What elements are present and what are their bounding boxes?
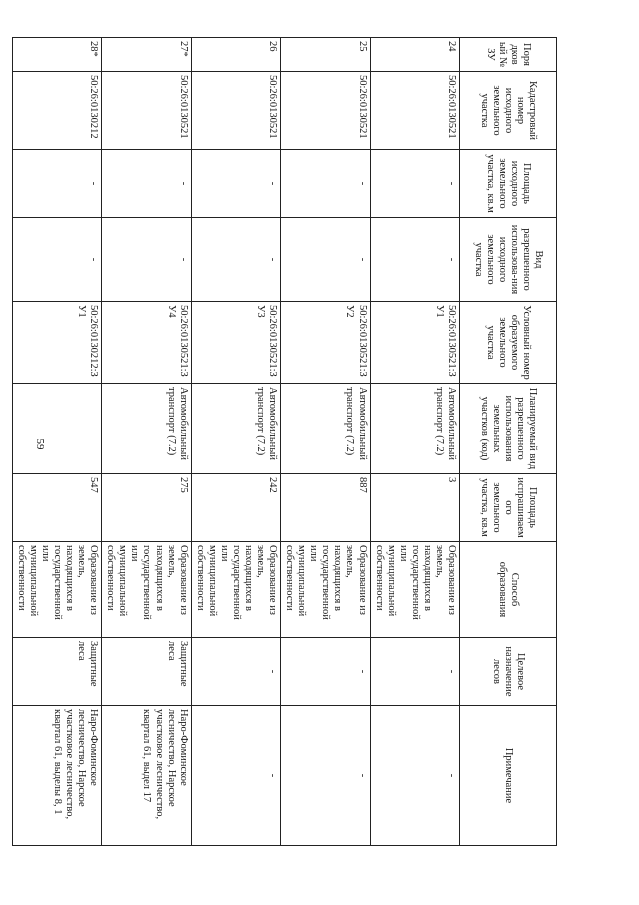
cell-plan: Автомобильный транспорт (7.2) [191,384,280,474]
cell-spos: Образование из земель, находящихся в государственной или муниципальной собственности [102,542,191,638]
cell-vid: - [281,218,370,302]
cell-num: 25 [281,38,370,72]
cell-cel: - [191,638,280,706]
header-row [460,38,557,846]
cell-kad: 50:26:0130521 [281,72,370,150]
cell-kad: 50:26:0130521 [370,72,459,150]
table-row [281,38,370,846]
header-usl: Условный номер образуемого земельного участка [460,302,557,384]
table-row [370,38,459,846]
cell-prim: - [191,706,280,846]
cell-prim: Наро-Фоминское лесничество, Нарское участковое лесничество, квартал 61, выдел 17 [102,706,191,846]
header-cel: Целевое назначение лесов [460,638,557,706]
cell-prim: - [281,706,370,846]
header-parea: Площадь испрашиваемого земельного участка, кв.м [460,474,557,542]
cell-usl: 50:26:0130521:ЗУ4 [102,302,191,384]
cell-num: 28* [12,38,101,72]
cell-spos: Образование из земель, находящихся в государственной или муниципальной собственности [12,542,101,638]
cell-vid: - [12,218,101,302]
cell-prim: Наро-Фоминское лесничество, Нарское участковое лесничество, квартал 61, выделы 8, 1 [12,706,101,846]
header-num: Порядковый № ЗУ [460,38,557,72]
cell-parea: 275 [102,474,191,542]
cell-plan: Автомобильный транспорт (7.2) [370,384,459,474]
cell-parea: 547 [12,474,101,542]
cell-plan: Автомобильный транспорт (7.2) [102,384,191,474]
header-kad: Кадастровый номер исходного земельного участка [460,72,557,150]
cell-num: 27* [102,38,191,72]
cell-kad: 50:26:0130521 [102,72,191,150]
cell-area: - [191,150,280,218]
header-vid: Вид разрешенного использова-ния исходного земельного участка [460,218,557,302]
cell-parea: 242 [191,474,280,542]
cell-num: 24 [370,38,459,72]
page-number: 59 [34,438,46,450]
cell-parea: 3 [370,474,459,542]
cell-cel: Защитные леса [12,638,101,706]
cell-kad: 50:26:0130212 [12,72,101,150]
cell-plan [12,384,101,474]
cell-area: - [281,150,370,218]
table-row [102,38,191,846]
cell-spos: Образование из земель, находящихся в государственной или муниципальной собственности [191,542,280,638]
cell-plan: Автомобильный транспорт (7.2) [281,384,370,474]
cell-area: - [102,150,191,218]
cell-parea: 887 [281,474,370,542]
cell-vid: - [191,218,280,302]
header-plan: Планируемый вид разрешенного использования земельных участков (код) [460,384,557,474]
cell-usl: 50:26:0130521:ЗУ2 [281,302,370,384]
cell-area: - [370,150,459,218]
cell-kad: 50:26:0130521 [191,72,280,150]
cell-cel: - [281,638,370,706]
header-area: Площадь исходного земельного участка, кв.м [460,150,557,218]
cell-usl: 50:26:0130521:ЗУ1 [370,302,459,384]
cell-usl: 50:26:0130212:ЗУ1 [12,302,101,384]
header-spos: Способ образования [460,542,557,638]
table-row [12,38,101,846]
cell-cel: Защитные леса [102,638,191,706]
land-plots-table [12,37,557,846]
cell-prim: - [370,706,459,846]
cell-cel: - [370,638,459,706]
cell-vid: - [370,218,459,302]
table-row [191,38,280,846]
header-prim: Примечание [460,706,557,846]
cell-num: 26 [191,38,280,72]
cell-spos: Образование из земель, находящихся в государственной или муниципальной собственности [281,542,370,638]
cell-spos: Образование из земель, находящихся в государственной или муниципальной собственности [370,542,459,638]
cell-vid: - [102,218,191,302]
cell-area: - [12,150,101,218]
cell-usl: 50:26:0130521:ЗУ3 [191,302,280,384]
